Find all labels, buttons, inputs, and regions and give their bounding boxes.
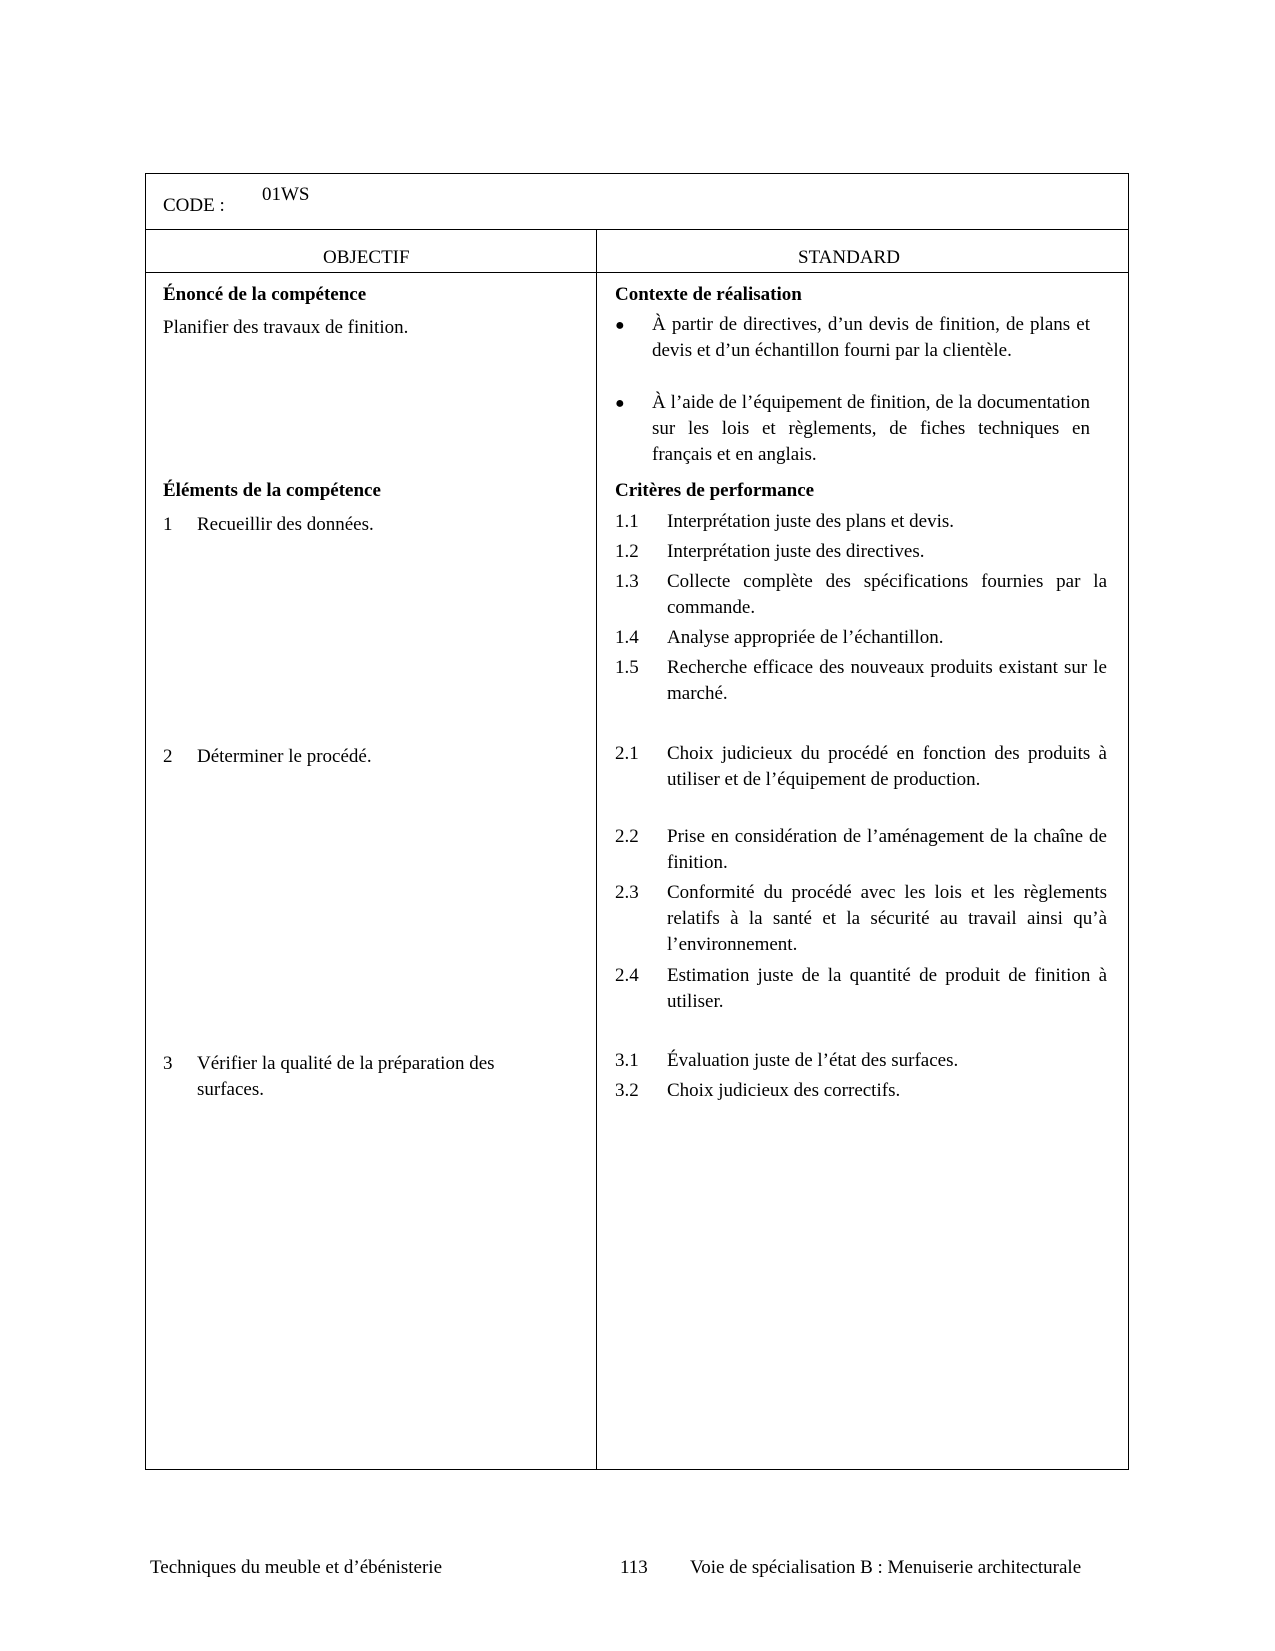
criterion-item bbox=[615, 963, 1115, 1015]
criterion-text: Interprétation juste des plans et devis. bbox=[667, 511, 955, 532]
contexte-item-text: À l’aide de l’équipement de finition, de la documentation sur les lois et règlements, de fiches techniques en français et en anglais. bbox=[652, 392, 1090, 465]
footer-page-number: 113 bbox=[620, 1557, 648, 1578]
contexte-item bbox=[615, 312, 1115, 390]
header-row-divider bbox=[145, 272, 1129, 273]
element-text: Déterminer le procédé. bbox=[197, 746, 372, 767]
criterion-number: 3.2 bbox=[615, 1080, 639, 1101]
criterion-text: Évaluation juste de l’état des surfaces. bbox=[667, 1050, 959, 1071]
code-label: CODE : bbox=[163, 195, 225, 216]
criterion-text: Estimation juste de la quantité de produit de finition à utiliser. bbox=[667, 965, 1107, 1012]
contexte-item-text: À partir de directives, d’un devis de finition, de plans et devis et d’un échantillon fourni par la clientèle. bbox=[652, 314, 1090, 361]
criterion-item bbox=[615, 1048, 1115, 1074]
code-row-divider bbox=[145, 229, 1129, 230]
criterion-number: 1.4 bbox=[615, 627, 639, 648]
criterion-number: 1.1 bbox=[615, 511, 639, 532]
contexte-list bbox=[615, 312, 1115, 465]
criterion-item bbox=[615, 741, 1115, 819]
criterion-item bbox=[615, 1078, 1115, 1104]
criterion-item bbox=[615, 509, 1115, 535]
contexte-item bbox=[615, 390, 1115, 468]
criterion-number: 1.3 bbox=[615, 571, 639, 592]
element-text: Recueillir des données. bbox=[197, 514, 374, 535]
criterion-number: 2.1 bbox=[615, 743, 639, 764]
contexte-heading: Contexte de réalisation bbox=[615, 284, 802, 305]
criteres-heading: Critères de performance bbox=[615, 480, 815, 501]
enonce-heading: Énoncé de la compétence bbox=[163, 284, 367, 305]
criterion-text: Choix judicieux du procédé en fonction des produits à utiliser et de l’équipement de production. bbox=[667, 743, 1107, 790]
element-text-line-2: surfaces. bbox=[197, 1079, 264, 1100]
criterion-text: Prise en considération de l’aménagement de la chaîne de finition. bbox=[667, 826, 1107, 873]
criterion-item bbox=[615, 880, 1115, 958]
criterion-number: 1.5 bbox=[615, 657, 639, 678]
column-divider bbox=[596, 229, 597, 1470]
element-number: 2 bbox=[163, 746, 173, 767]
criterion-item bbox=[615, 625, 1115, 651]
criterion-number: 2.4 bbox=[615, 965, 639, 986]
criterion-text: Conformité du procédé avec les lois et les règlements relatifs à la santé et la sécurité au travail ainsi qu’à l’environnement. bbox=[667, 882, 1107, 955]
criterion-number: 2.2 bbox=[615, 826, 639, 847]
criterion-number: 2.3 bbox=[615, 882, 639, 903]
code-value: 01WS bbox=[262, 184, 310, 205]
criteria-group-2 bbox=[615, 741, 1115, 1031]
footer-program: Techniques du meuble et d’ébénisterie bbox=[150, 1557, 443, 1578]
footer-specialization: Voie de spécialisation B : Menuiserie architecturale bbox=[690, 1557, 1082, 1578]
element-number: 1 bbox=[163, 514, 173, 535]
criterion-text: Collecte complète des spécifications fournies par la commande. bbox=[667, 571, 1107, 618]
elements-heading: Éléments de la compétence bbox=[163, 480, 381, 501]
enonce-text: Planifier des travaux de finition. bbox=[163, 317, 409, 338]
objectif-header: OBJECTIF bbox=[323, 247, 410, 268]
standard-header: STANDARD bbox=[798, 247, 900, 268]
criterion-number: 1.2 bbox=[615, 541, 639, 562]
criterion-text: Recherche efficace des nouveaux produits existant sur le marché. bbox=[667, 657, 1107, 704]
criterion-item bbox=[615, 655, 1115, 707]
element-number: 3 bbox=[163, 1053, 173, 1074]
criteria-group-1 bbox=[615, 509, 1115, 709]
element-text-line-1: Vérifier la qualité de la préparation des bbox=[197, 1053, 495, 1074]
criteria-group-3 bbox=[615, 1048, 1115, 1108]
criterion-text: Analyse appropriée de l’échantillon. bbox=[667, 627, 944, 648]
criterion-item bbox=[615, 539, 1115, 565]
criterion-item bbox=[615, 824, 1115, 876]
criterion-text: Choix judicieux des correctifs. bbox=[667, 1080, 901, 1101]
bullet-icon: ● bbox=[615, 395, 625, 412]
criterion-text: Interprétation juste des directives. bbox=[667, 541, 925, 562]
criterion-item bbox=[615, 569, 1115, 621]
bullet-icon: ● bbox=[615, 317, 625, 334]
criterion-number: 3.1 bbox=[615, 1050, 639, 1071]
